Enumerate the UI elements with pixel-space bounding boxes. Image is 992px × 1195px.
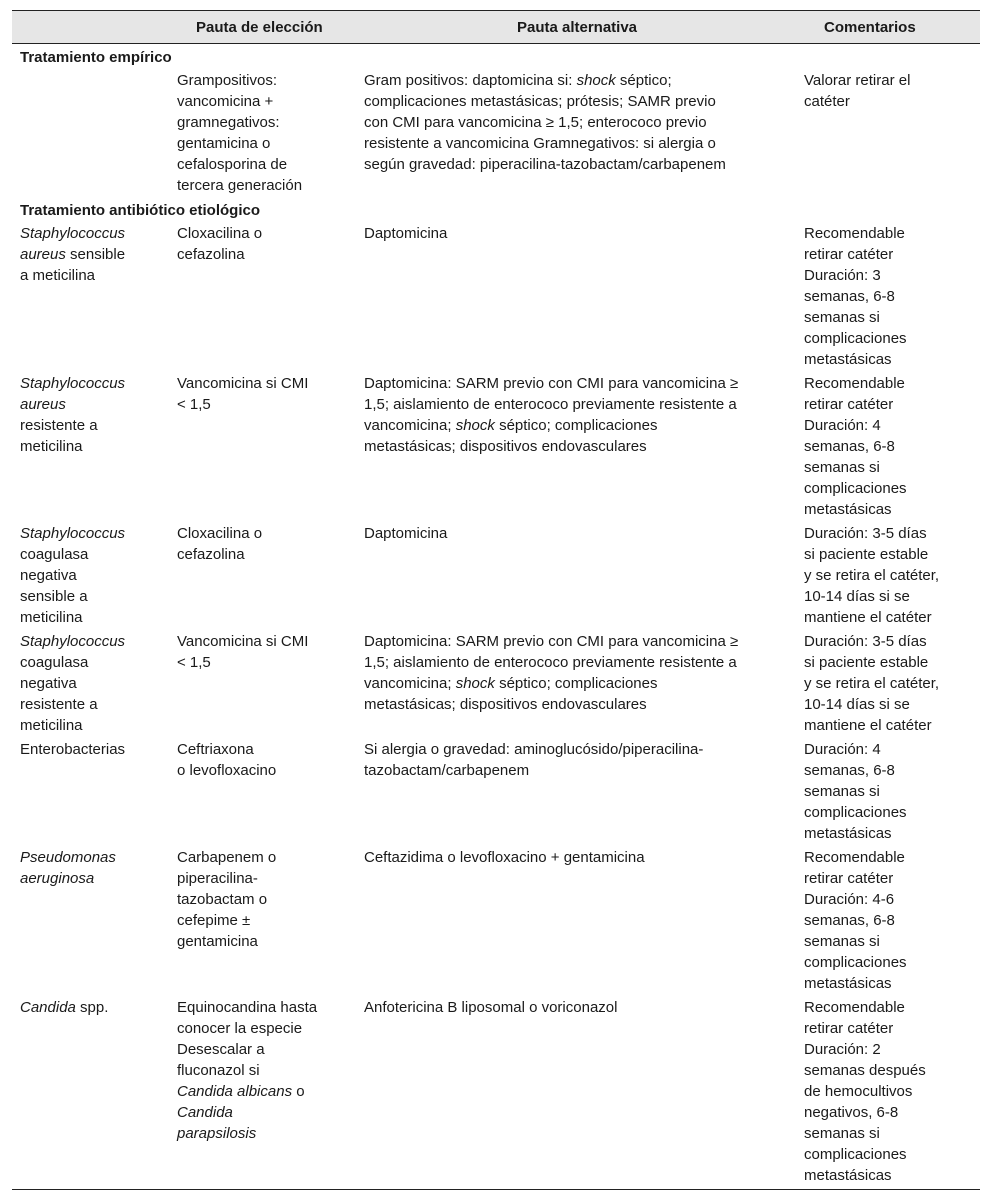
alternativa-cell bbox=[356, 372, 798, 522]
text-run-italic: Pseudomonas bbox=[20, 849, 116, 866]
cell-line: Carbapenem o bbox=[177, 849, 277, 866]
cell-line: de hemocultivos bbox=[804, 1083, 913, 1100]
cell-line: meticilina bbox=[20, 717, 83, 734]
cell-line: Duración: 4-6 bbox=[804, 891, 895, 908]
cell-line: negativa bbox=[20, 567, 77, 584]
cell-line: Equinocandina hasta bbox=[177, 999, 318, 1016]
table-row bbox=[12, 69, 980, 198]
cell-line: semanas después bbox=[804, 1062, 926, 1079]
table-row bbox=[12, 738, 980, 846]
table-row bbox=[12, 996, 980, 1190]
cell-line: Recomendable bbox=[804, 225, 905, 242]
cell-line: Daptomicina: SARM previo con CMI para vancomicina ≥ bbox=[364, 375, 739, 392]
comentarios-cell bbox=[798, 522, 980, 630]
cell-line: y se retira el catéter, bbox=[804, 567, 940, 584]
cell-line: mantiene el catéter bbox=[804, 717, 932, 734]
text-run: séptico; complicaciones bbox=[494, 675, 658, 692]
cell-line: si paciente estable bbox=[804, 546, 929, 563]
comentarios-cell bbox=[798, 69, 980, 198]
organism-cell bbox=[12, 846, 166, 996]
organism-cell bbox=[12, 996, 166, 1190]
cell-line: semanas, 6-8 bbox=[804, 288, 895, 305]
section-row bbox=[12, 44, 980, 70]
cell-line: 1,5; aislamiento de enterococo previamente resistente a bbox=[364, 396, 737, 413]
alternativa-cell bbox=[356, 738, 798, 846]
cell-line: y se retira el catéter, bbox=[804, 675, 940, 692]
organism-cell bbox=[12, 372, 166, 522]
cell-line: Ceftriaxona bbox=[177, 741, 254, 758]
header-comentarios: Comentarios bbox=[798, 11, 980, 44]
cell-line: a meticilina bbox=[20, 267, 96, 284]
cell-line bbox=[177, 1123, 350, 1144]
text-run: vancomicina; bbox=[364, 675, 456, 692]
comentarios-cell bbox=[798, 846, 980, 996]
cell-line: < 1,5 bbox=[177, 654, 211, 671]
cell-line: meticilina bbox=[20, 609, 83, 626]
text-run-italic: aureus bbox=[20, 396, 66, 413]
text-run-italic: Staphylococcus bbox=[20, 225, 126, 242]
cell-line: cefalosporina de bbox=[177, 156, 288, 173]
cell-line: retirar catéter bbox=[804, 1020, 894, 1037]
comentarios-cell bbox=[798, 996, 980, 1190]
cell-line: mantiene el catéter bbox=[804, 609, 932, 626]
cell-line: semanas, 6-8 bbox=[804, 912, 895, 929]
text-run: o bbox=[292, 1083, 305, 1100]
organism-cell bbox=[12, 738, 166, 846]
cell-line: conocer la especie bbox=[177, 1020, 303, 1037]
cell-line: Recomendable bbox=[804, 999, 905, 1016]
cell-line: semanas si bbox=[804, 309, 880, 326]
cell-line: coagulasa bbox=[20, 546, 89, 563]
cell-line: semanas si bbox=[804, 459, 880, 476]
cell-line: tazobactam/carbapenem bbox=[364, 762, 530, 779]
cell-line bbox=[177, 1081, 350, 1102]
eleccion-cell bbox=[166, 996, 356, 1190]
cell-line: metastásicas bbox=[804, 351, 892, 368]
cell-line: Vancomicina si CMI bbox=[177, 633, 309, 650]
cell-line: metastásicas bbox=[804, 501, 892, 518]
text-run-italic: Candida bbox=[20, 999, 76, 1016]
alternativa-cell bbox=[356, 69, 798, 198]
cell-line bbox=[177, 1102, 350, 1123]
cell-line: resistente a vancomicina Gramnegativos: si alergia o bbox=[364, 135, 716, 152]
treatment-table-container bbox=[12, 10, 980, 1190]
alternativa-cell bbox=[356, 630, 798, 738]
header-row bbox=[12, 11, 980, 44]
cell-line: negativos, 6-8 bbox=[804, 1104, 899, 1121]
table-row bbox=[12, 630, 980, 738]
cell-line: complicaciones bbox=[804, 1146, 907, 1163]
cell-line bbox=[20, 997, 160, 1018]
text-run: Gram positivos: daptomicina si: bbox=[364, 72, 577, 89]
organism-cell bbox=[12, 522, 166, 630]
cell-line: meticilina bbox=[20, 438, 83, 455]
cell-line: semanas si bbox=[804, 1125, 880, 1142]
cell-line: Vancomicina si CMI bbox=[177, 375, 309, 392]
cell-line: complicaciones bbox=[804, 330, 907, 347]
table-row bbox=[12, 846, 980, 996]
cell-line: complicaciones metastásicas; prótesis; SAMR previo bbox=[364, 93, 716, 110]
table-row bbox=[12, 372, 980, 522]
cell-line: Recomendable bbox=[804, 849, 905, 866]
cell-line: Recomendable bbox=[804, 375, 905, 392]
cell-line: metastásicas bbox=[804, 975, 892, 992]
cell-line: metastásicas; dispositivos endovasculares bbox=[364, 696, 647, 713]
eleccion-cell bbox=[166, 846, 356, 996]
cell-line bbox=[20, 394, 160, 415]
comentarios-cell bbox=[798, 738, 980, 846]
comentarios-cell bbox=[798, 222, 980, 372]
text-run-italic: aureus bbox=[20, 246, 66, 263]
cell-line: Duración: 3 bbox=[804, 267, 881, 284]
eleccion-cell bbox=[166, 522, 356, 630]
cell-line: Duración: 4 bbox=[804, 417, 881, 434]
cell-line: semanas, 6-8 bbox=[804, 438, 895, 455]
cell-line: gentamicina bbox=[177, 933, 258, 950]
cell-line: retirar catéter bbox=[804, 246, 894, 263]
cell-line: < 1,5 bbox=[177, 396, 211, 413]
comentarios-cell bbox=[798, 630, 980, 738]
organism-cell bbox=[12, 630, 166, 738]
cell-line: Duración: 3-5 días bbox=[804, 633, 927, 650]
cell-line bbox=[20, 631, 160, 652]
cell-line: resistente a bbox=[20, 417, 98, 434]
text-run: spp. bbox=[75, 999, 109, 1016]
text-run: vancomicina; bbox=[364, 417, 456, 434]
cell-line: Valorar retirar el bbox=[804, 72, 911, 89]
cell-line: complicaciones bbox=[804, 954, 907, 971]
cell-line: cefazolina bbox=[177, 546, 245, 563]
cell-line: fluconazol si bbox=[177, 1062, 260, 1079]
eleccion-cell bbox=[166, 630, 356, 738]
text-run-italic: shock bbox=[455, 417, 495, 434]
cell-line: retirar catéter bbox=[804, 396, 894, 413]
section-row bbox=[12, 198, 980, 222]
text-run-italic: Candida albicans bbox=[177, 1083, 293, 1100]
cell-line: complicaciones bbox=[804, 480, 907, 497]
text-run-italic: shock bbox=[455, 675, 495, 692]
cell-line: 10-14 días si se bbox=[804, 588, 910, 605]
cell-line bbox=[20, 244, 160, 265]
cell-line: Daptomicina: SARM previo con CMI para vancomicina ≥ bbox=[364, 633, 739, 650]
cell-line bbox=[20, 523, 160, 544]
cell-line: semanas, 6-8 bbox=[804, 762, 895, 779]
cell-line: según gravedad: piperacilina-tazobactam/carbapenem bbox=[364, 156, 726, 173]
alternativa-cell bbox=[356, 222, 798, 372]
cell-line: catéter bbox=[804, 93, 850, 110]
table-row bbox=[12, 522, 980, 630]
cell-line: vancomicina + bbox=[177, 93, 274, 110]
cell-line: si paciente estable bbox=[804, 654, 929, 671]
cell-line: tercera generación bbox=[177, 177, 303, 194]
cell-line: o levofloxacino bbox=[177, 762, 277, 779]
cell-line: cefazolina bbox=[177, 246, 245, 263]
text-run-italic: Candida bbox=[177, 1104, 233, 1121]
text-run-italic: shock bbox=[576, 72, 616, 89]
cell-line: sensible a bbox=[20, 588, 88, 605]
cell-line bbox=[20, 373, 160, 394]
cell-line bbox=[20, 847, 160, 868]
cell-line: piperacilina- bbox=[177, 870, 258, 887]
comentarios-cell bbox=[798, 372, 980, 522]
section-title-etiologico: Tratamiento antibiótico etiológico bbox=[20, 202, 261, 219]
cell-line: tazobactam o bbox=[177, 891, 268, 908]
cell-line: Cloxacilina o bbox=[177, 225, 263, 242]
cell-line: retirar catéter bbox=[804, 870, 894, 887]
text-run: sensible bbox=[65, 246, 126, 263]
cell-line: Duración: 2 bbox=[804, 1041, 881, 1058]
cell-line: metastásicas bbox=[804, 825, 892, 842]
eleccion-cell bbox=[166, 222, 356, 372]
text-run-italic: Staphylococcus bbox=[20, 375, 126, 392]
cell-line: Anfotericina B liposomal o voriconazol bbox=[364, 999, 618, 1016]
alternativa-cell bbox=[356, 996, 798, 1190]
cell-line bbox=[364, 673, 788, 694]
organism-cell bbox=[12, 69, 166, 198]
cell-line: Cloxacilina o bbox=[177, 525, 263, 542]
cell-line: 1,5; aislamiento de enterococo previamente resistente a bbox=[364, 654, 737, 671]
cell-line bbox=[20, 223, 160, 244]
cell-line: Daptomicina bbox=[364, 525, 448, 542]
cell-line: Daptomicina bbox=[364, 225, 448, 242]
header-organism bbox=[12, 11, 166, 44]
cell-line: Desescalar a bbox=[177, 1041, 265, 1058]
cell-line: semanas si bbox=[804, 783, 880, 800]
eleccion-cell bbox=[166, 738, 356, 846]
cell-line: Grampositivos: bbox=[177, 72, 278, 89]
treatment-table bbox=[12, 10, 980, 1190]
cell-line: con CMI para vancomicina ≥ 1,5; enterococo previo bbox=[364, 114, 707, 131]
cell-line: Duración: 3-5 días bbox=[804, 525, 927, 542]
text-run-italic: aeruginosa bbox=[20, 870, 95, 887]
section-title-empirico: Tratamiento empírico bbox=[20, 49, 172, 66]
cell-line: gramnegativos: bbox=[177, 114, 280, 131]
text-run: séptico; bbox=[615, 72, 672, 89]
alternativa-cell bbox=[356, 846, 798, 996]
text-run-italic: parapsilosis bbox=[177, 1125, 257, 1142]
table-row bbox=[12, 222, 980, 372]
cell-line: Duración: 4 bbox=[804, 741, 881, 758]
alternativa-cell bbox=[356, 522, 798, 630]
cell-line: semanas si bbox=[804, 933, 880, 950]
cell-line: metastásicas; dispositivos endovasculares bbox=[364, 438, 647, 455]
organism-cell bbox=[12, 222, 166, 372]
eleccion-cell bbox=[166, 69, 356, 198]
cell-line: complicaciones bbox=[804, 804, 907, 821]
header-eleccion: Pauta de elección bbox=[166, 11, 356, 44]
cell-line: resistente a bbox=[20, 696, 98, 713]
text-run-italic: Staphylococcus bbox=[20, 633, 126, 650]
cell-line: Enterobacterias bbox=[20, 741, 126, 758]
cell-line: gentamicina o bbox=[177, 135, 271, 152]
eleccion-cell bbox=[166, 372, 356, 522]
text-run-italic: Staphylococcus bbox=[20, 525, 126, 542]
cell-line: negativa bbox=[20, 675, 77, 692]
text-run: séptico; complicaciones bbox=[494, 417, 658, 434]
header-alternativa: Pauta alternativa bbox=[356, 11, 798, 44]
cell-line: Si alergia o gravedad: aminoglucósido/piperacilina- bbox=[364, 741, 704, 758]
cell-line bbox=[364, 415, 788, 436]
cell-line: metastásicas bbox=[804, 1167, 892, 1184]
cell-line: cefepime ± bbox=[177, 912, 251, 929]
cell-line bbox=[364, 70, 788, 91]
cell-line: Ceftazidima o levofloxacino + gentamicina bbox=[364, 849, 645, 866]
cell-line bbox=[20, 868, 160, 889]
cell-line: 10-14 días si se bbox=[804, 696, 910, 713]
cell-line: coagulasa bbox=[20, 654, 89, 671]
